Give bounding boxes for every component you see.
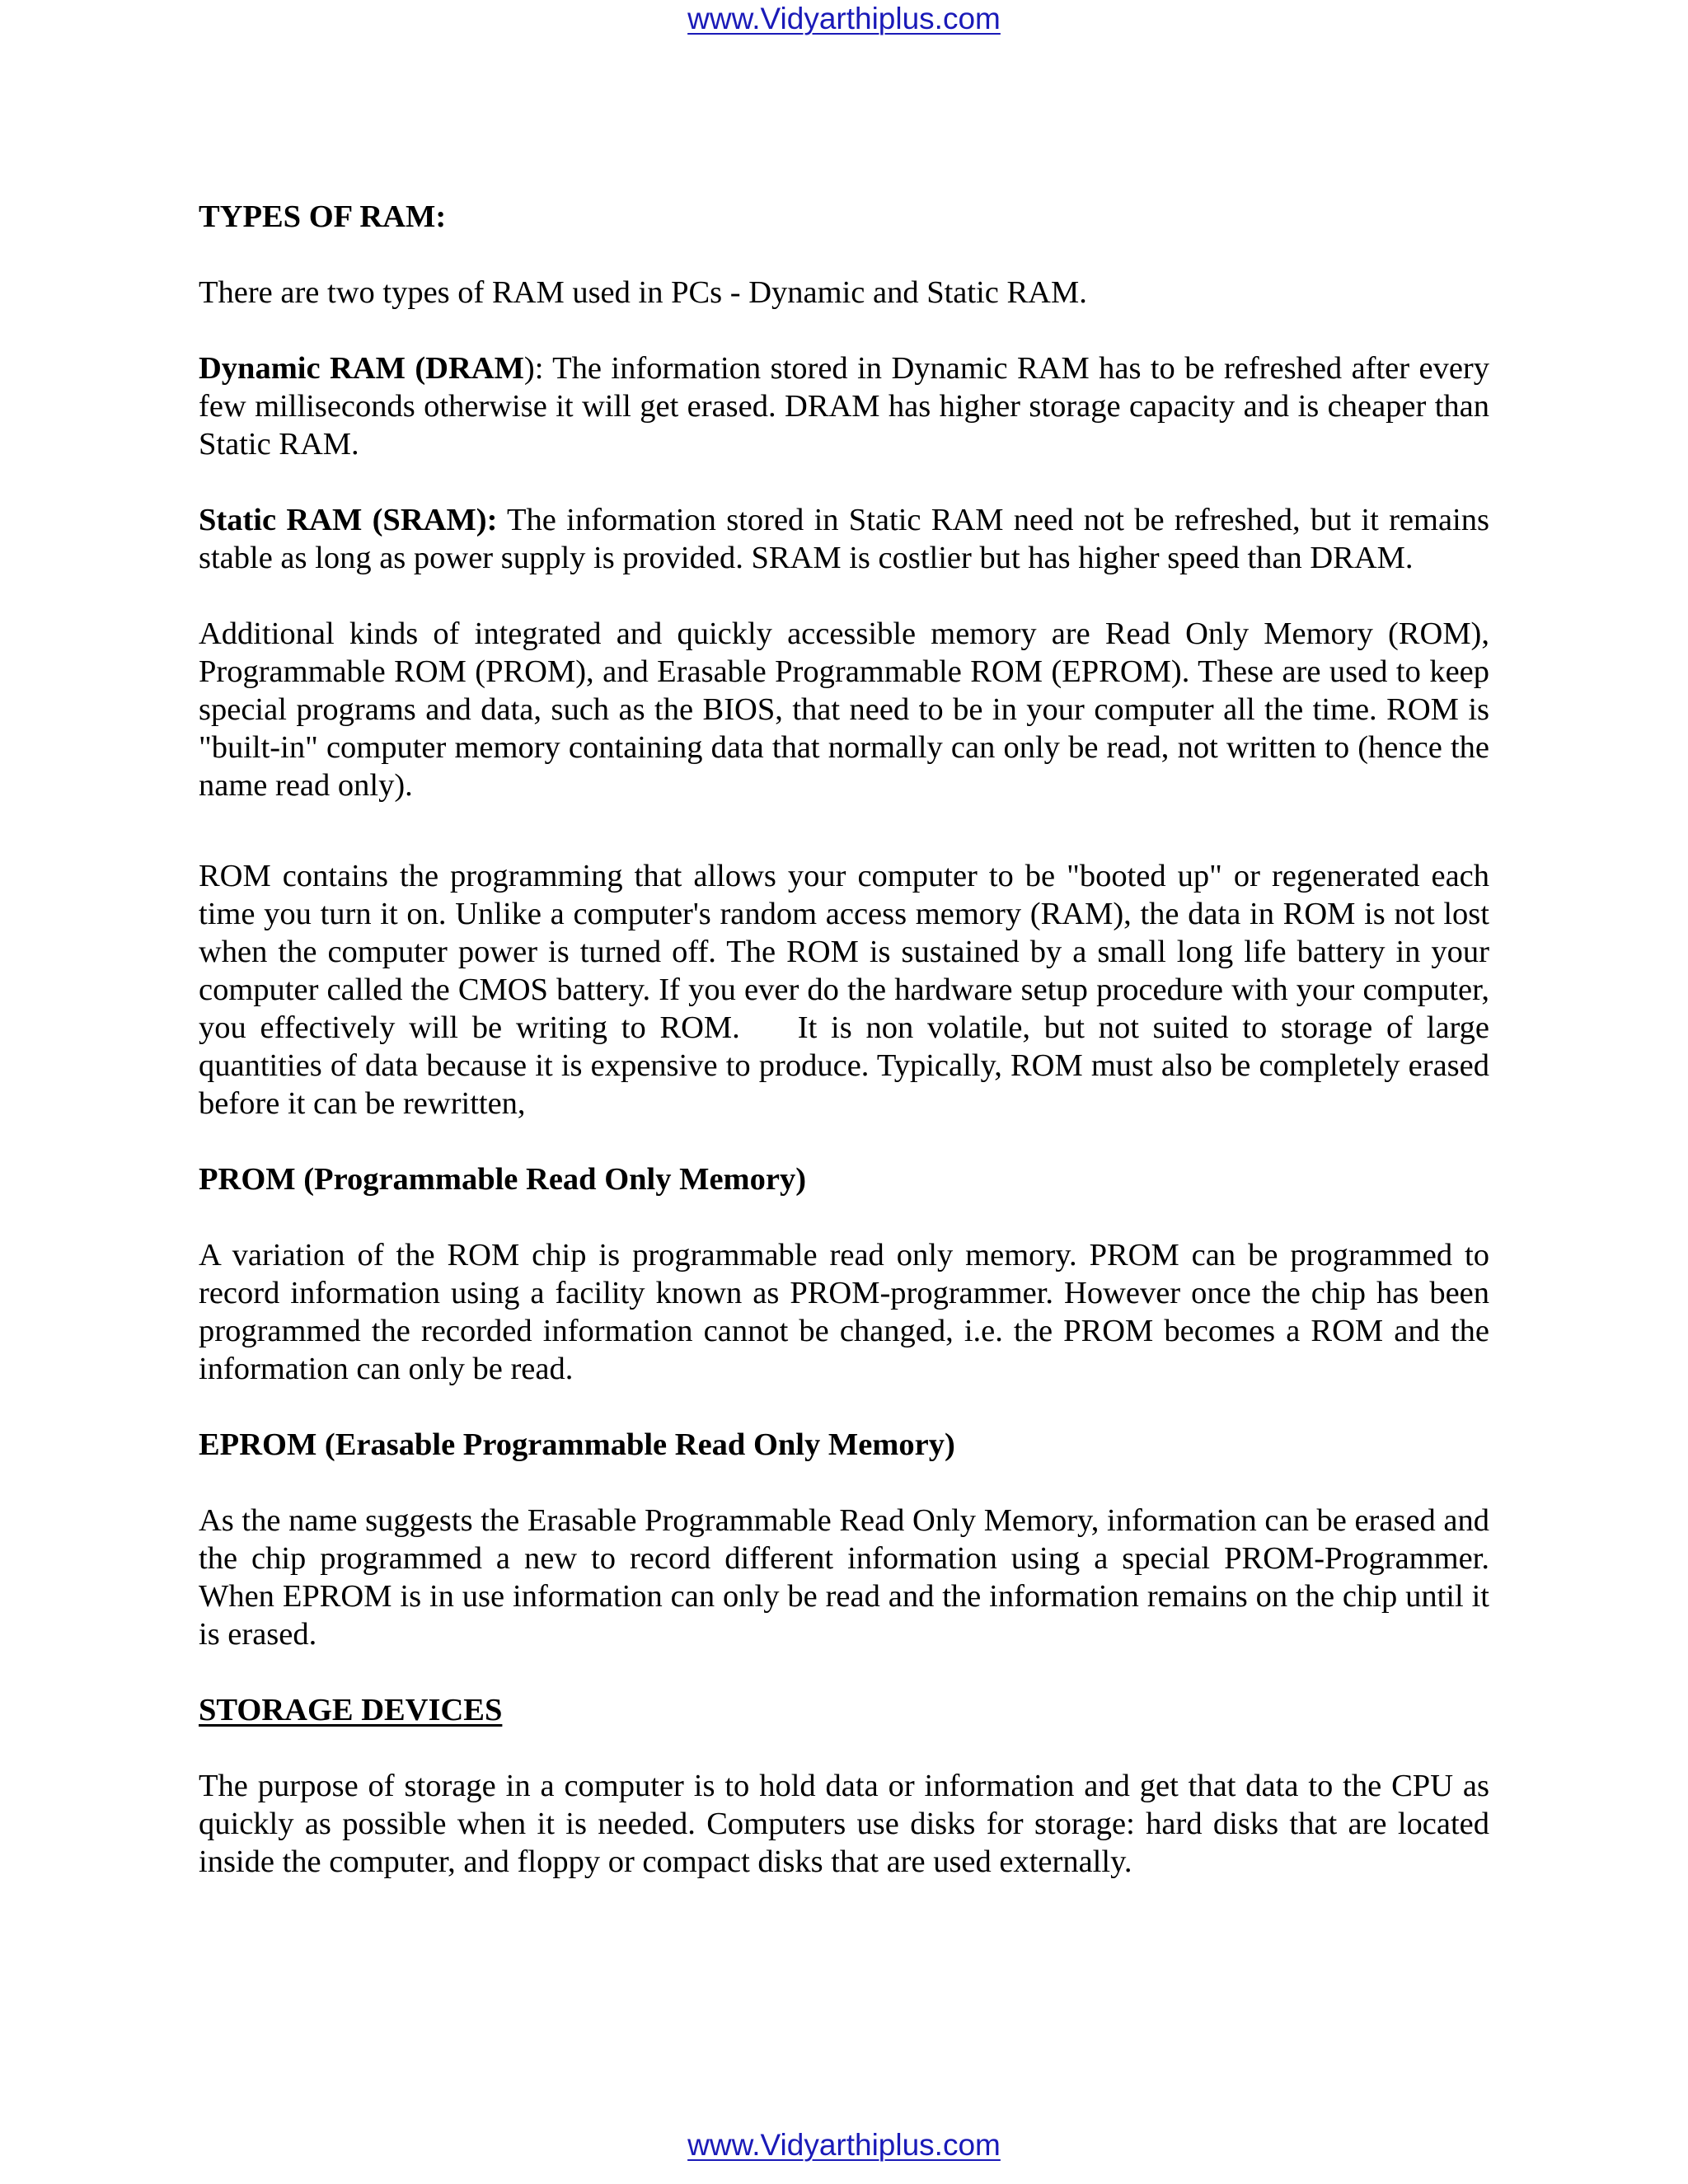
footer-website-link[interactable]: www.Vidyarthiplus.com [687,2128,1001,2162]
paragraph-additional-memory: Additional kinds of integrated and quickly accessible memory are Read Only Memory (ROM), Programmable ROM (PROM), and Erasable Programmable ROM (EPROM). These are used to keep special programs and data, such as the BIOS, that need to be in your computer all the time. ROM is "built-in" computer memory containing data that normally can only be read, not written to (hence the name read only). [199,616,1489,803]
heading-storage-devices: STORAGE DEVICES [199,1693,503,1727]
paragraph-rom [199,857,1489,1122]
paragraph-sram [199,501,1489,577]
rom-description-part1: ROM contains the programming that allows your computer to be "booted up" or regenerated each time you turn it on. Unlike a computer's random access memory (RAM), the data in ROM is not lost when the computer power is turned off. The ROM is sustained by a small long life battery in your computer called the CMOS battery. If you ever do the hardware setup procedure with your computer, you effectively will be writing to ROM. [199,859,1489,1045]
rom-description-part2: It is non volatile, but not suited to storage of large quantities of data because it is expensive to produce. Typically, ROM must also be completely erased before it can be rewritten, [199,1010,1489,1121]
dram-term: Dynamic RAM (DRAM [199,351,524,386]
dram-description: ): The information stored in Dynamic RAM has to be refreshed after every few milliseconds otherwise it will get erased. DRAM has higher storage capacity and is cheaper than Static RAM. [199,351,1489,462]
paragraph-prom: A variation of the ROM chip is programmable read only memory. PROM can be programmed to record information using a facility known as PROM-programmer. However once the chip has been programmed the recorded information cannot be changed, i.e. the PROM becomes a ROM and the information can only be read. [199,1238,1489,1386]
heading-eprom: EPROM (Erasable Programmable Read Only Memory) [199,1427,955,1462]
paragraph-dram [199,349,1489,463]
paragraph-ram-intro: There are two types of RAM used in PCs - Dynamic and Static RAM. [199,275,1087,310]
sram-description: The information stored in Static RAM need not be refreshed, but it remains stable as long as power supply is provided. SRAM is costlier but has higher speed than DRAM. [199,503,1489,575]
paragraph-eprom: As the name suggests the Erasable Programmable Read Only Memory, information can be erased and the chip programmed a new to record different information using a special PROM-Programmer. When EPROM is in use information can only be read and the information remains on the chip until it is erased. [199,1503,1489,1652]
paragraph-storage: The purpose of storage in a computer is to hold data or information and get that data to the CPU as quickly as possible when it is needed. Computers use disks for storage: hard disks that are located inside the computer, and floppy or compact disks that are used externally. [199,1769,1489,1879]
sram-term: Static RAM (SRAM): [199,503,498,537]
heading-prom: PROM (Programmable Read Only Memory) [199,1162,807,1197]
header-website-link[interactable]: www.Vidyarthiplus.com [687,2,1001,35]
document-body [199,198,1489,1919]
heading-types-of-ram: TYPES OF RAM: [199,199,447,234]
